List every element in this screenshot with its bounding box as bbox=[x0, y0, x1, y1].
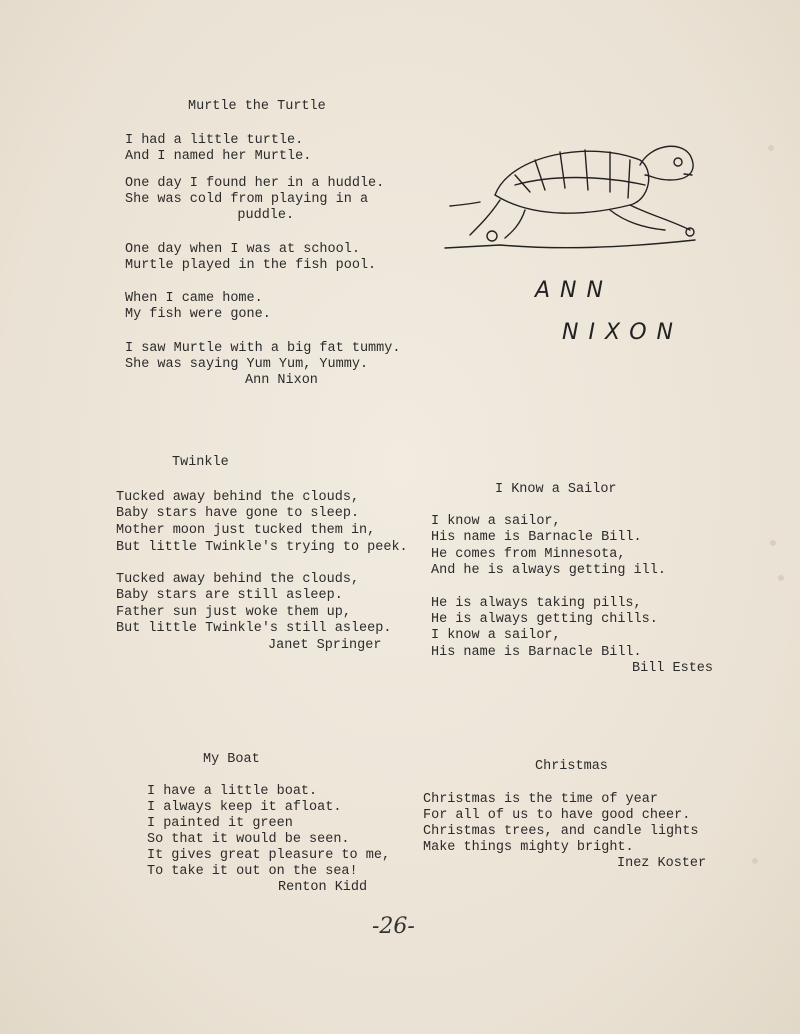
poem-author: Bill Estes bbox=[632, 661, 714, 676]
poem-line: She was cold from playing in a bbox=[125, 192, 369, 207]
poem-line: My fish were gone. bbox=[125, 307, 271, 322]
poem-author: Inez Koster bbox=[617, 856, 707, 871]
poem-line: I have a little boat. bbox=[147, 784, 318, 799]
poem-line: I painted it green bbox=[147, 816, 293, 831]
poem-author: Janet Springer bbox=[268, 638, 382, 653]
poem-line: Father sun just woke them up, bbox=[116, 605, 351, 620]
binding-hole bbox=[770, 540, 776, 546]
poem-line: Tucked away behind the clouds, bbox=[116, 490, 360, 505]
poem-line: To take it out on the sea! bbox=[147, 864, 358, 879]
signature-first: ANN bbox=[535, 278, 613, 303]
poem-line: Murtle played in the fish pool. bbox=[125, 258, 377, 273]
poem-line: Baby stars are still asleep. bbox=[116, 588, 343, 603]
poem-author: Renton Kidd bbox=[278, 880, 368, 895]
poem-line: She was saying Yum Yum, Yummy. bbox=[125, 357, 369, 372]
poem-line: I always keep it afloat. bbox=[147, 800, 342, 815]
binding-hole bbox=[752, 858, 758, 864]
poem-line: His name is Barnacle Bill. bbox=[431, 645, 642, 660]
binding-hole bbox=[778, 575, 784, 581]
poem-line: So that it would be seen. bbox=[147, 832, 350, 847]
poem-line: And he is always getting ill. bbox=[431, 563, 666, 578]
binding-hole bbox=[768, 145, 774, 151]
poem-line: Christmas is the time of year bbox=[423, 792, 658, 807]
poem-line: Make things mighty bright. bbox=[423, 840, 634, 855]
poem-line: For all of us to have good cheer. bbox=[423, 808, 691, 823]
poem-line: It gives great pleasure to me, bbox=[147, 848, 391, 863]
poem-line: But little Twinkle's trying to peek. bbox=[116, 540, 408, 555]
poem-line: But little Twinkle's still asleep. bbox=[116, 621, 392, 636]
poem-line: I know a sailor, bbox=[431, 514, 561, 529]
poem-line: When I came home. bbox=[125, 291, 263, 306]
poem-line: His name is Barnacle Bill. bbox=[431, 530, 642, 545]
poem-line: One day I found her in a huddle. bbox=[125, 176, 385, 191]
poem-author: Ann Nixon bbox=[245, 373, 318, 388]
poem-title: My Boat bbox=[203, 752, 260, 767]
page-number: -26- bbox=[372, 914, 415, 939]
poem-title: Twinkle bbox=[172, 455, 229, 470]
poem-line: I know a sailor, bbox=[431, 628, 561, 643]
poem-line: Mother moon just tucked them in, bbox=[116, 523, 376, 538]
poem-line: One day when I was at school. bbox=[125, 242, 360, 257]
poem-line: I had a little turtle. bbox=[125, 133, 304, 148]
poem-line: He comes from Minnesota, bbox=[431, 547, 626, 562]
poem-line: And I named her Murtle. bbox=[125, 149, 312, 164]
poem-title: Murtle the Turtle bbox=[188, 99, 326, 114]
signature-last: NIXON bbox=[562, 320, 684, 345]
poem-line: I saw Murtle with a big fat tummy. bbox=[125, 341, 401, 356]
poem-line: He is always getting chills. bbox=[431, 612, 658, 627]
poem-line: Tucked away behind the clouds, bbox=[116, 572, 360, 587]
poem-line: puddle. bbox=[205, 208, 295, 223]
poem-title: I Know a Sailor bbox=[495, 482, 617, 497]
poem-line: Baby stars have gone to sleep. bbox=[116, 506, 360, 521]
poem-line: He is always taking pills, bbox=[431, 596, 642, 611]
turtle-drawing-icon bbox=[440, 130, 710, 260]
poem-line: Christmas trees, and candle lights bbox=[423, 824, 699, 839]
poem-title: Christmas bbox=[535, 759, 608, 774]
